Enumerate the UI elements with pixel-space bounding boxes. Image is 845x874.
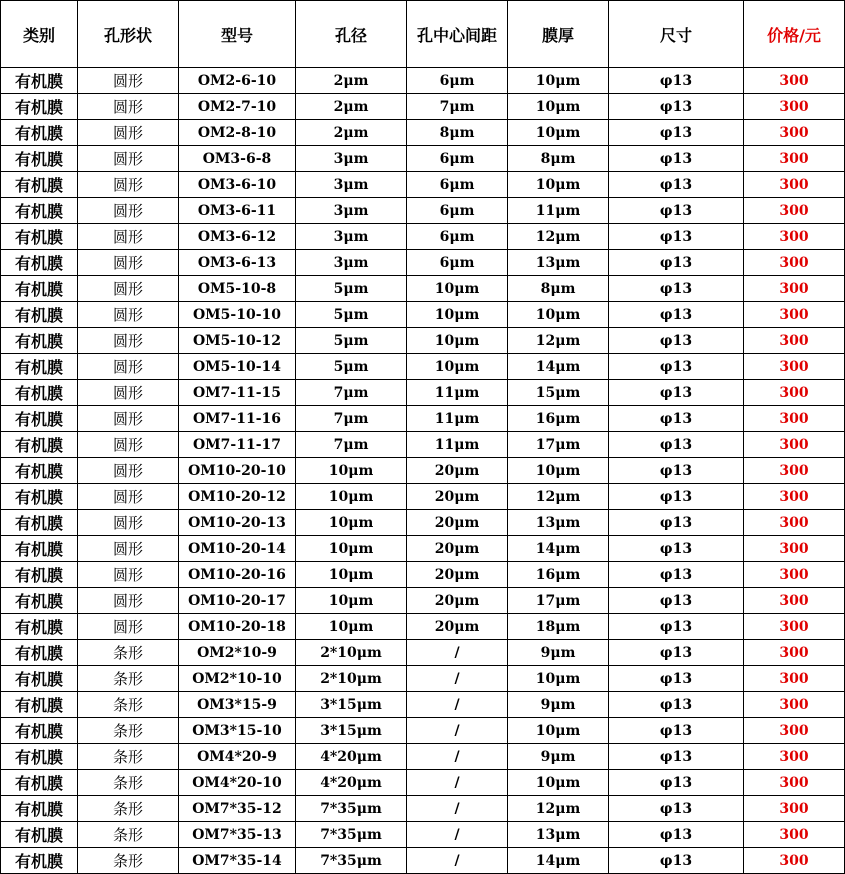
hole-shape-cell: 圆形 [78, 120, 179, 146]
hole-pitch-cell: / [407, 796, 508, 822]
model-cell: OM5-10-10 [179, 302, 296, 328]
hole-shape-cell: 圆形 [78, 328, 179, 354]
category-cell: 有机膜 [1, 276, 78, 302]
hole-shape-cell: 条形 [78, 744, 179, 770]
table-header [1, 1, 845, 68]
dimension-cell: φ13 [609, 406, 744, 432]
price-cell: 300 [744, 328, 845, 354]
table-row [1, 198, 845, 224]
model-cell: OM3-6-11 [179, 198, 296, 224]
pore-size-cell: 7*35μm [296, 822, 407, 848]
category-cell: 有机膜 [1, 146, 78, 172]
model-cell: OM7-11-17 [179, 432, 296, 458]
dimension-cell: φ13 [609, 328, 744, 354]
film-thickness-cell: 16μm [508, 406, 609, 432]
film-thickness-cell: 10μm [508, 302, 609, 328]
dimension-cell: φ13 [609, 536, 744, 562]
model-cell: OM3-6-13 [179, 250, 296, 276]
price-cell: 300 [744, 822, 845, 848]
dimension-cell: φ13 [609, 614, 744, 640]
dimension-cell: φ13 [609, 94, 744, 120]
model-cell: OM4*20-10 [179, 770, 296, 796]
table-row [1, 536, 845, 562]
pore-size-cell: 10μm [296, 510, 407, 536]
category-cell: 有机膜 [1, 666, 78, 692]
pore-size-cell: 2μm [296, 120, 407, 146]
table-row [1, 770, 845, 796]
model-cell: OM2*10-10 [179, 666, 296, 692]
price-cell: 300 [744, 692, 845, 718]
pore-size-cell: 10μm [296, 588, 407, 614]
hole-shape-cell: 圆形 [78, 484, 179, 510]
header-hole-shape: 孔形状 [78, 1, 179, 68]
model-cell: OM10-20-18 [179, 614, 296, 640]
category-cell: 有机膜 [1, 380, 78, 406]
film-thickness-cell: 18μm [508, 614, 609, 640]
film-thickness-cell: 16μm [508, 562, 609, 588]
hole-shape-cell: 圆形 [78, 94, 179, 120]
model-cell: OM2-8-10 [179, 120, 296, 146]
film-thickness-cell: 10μm [508, 120, 609, 146]
film-thickness-cell: 10μm [508, 458, 609, 484]
price-cell: 300 [744, 354, 845, 380]
dimension-cell: φ13 [609, 718, 744, 744]
model-cell: OM7-11-16 [179, 406, 296, 432]
dimension-cell: φ13 [609, 484, 744, 510]
table-row [1, 224, 845, 250]
category-cell: 有机膜 [1, 770, 78, 796]
film-thickness-cell: 13μm [508, 510, 609, 536]
hole-pitch-cell: 8μm [407, 120, 508, 146]
category-cell: 有机膜 [1, 692, 78, 718]
table-row [1, 718, 845, 744]
price-cell: 300 [744, 510, 845, 536]
pore-size-cell: 10μm [296, 536, 407, 562]
hole-pitch-cell: 6μm [407, 172, 508, 198]
price-cell: 300 [744, 614, 845, 640]
category-cell: 有机膜 [1, 432, 78, 458]
price-cell: 300 [744, 640, 845, 666]
hole-pitch-cell: / [407, 744, 508, 770]
pore-size-cell: 3μm [296, 224, 407, 250]
pore-size-cell: 2μm [296, 68, 407, 94]
pore-size-cell: 3*15μm [296, 718, 407, 744]
hole-pitch-cell: 20μm [407, 510, 508, 536]
film-thickness-cell: 12μm [508, 328, 609, 354]
dimension-cell: φ13 [609, 276, 744, 302]
table-row [1, 510, 845, 536]
dimension-cell: φ13 [609, 458, 744, 484]
table-row [1, 484, 845, 510]
table-row [1, 120, 845, 146]
model-cell: OM2-6-10 [179, 68, 296, 94]
hole-shape-cell: 圆形 [78, 614, 179, 640]
film-thickness-cell: 14μm [508, 536, 609, 562]
dimension-cell: φ13 [609, 666, 744, 692]
film-thickness-cell: 13μm [508, 822, 609, 848]
model-cell: OM5-10-14 [179, 354, 296, 380]
model-cell: OM10-20-10 [179, 458, 296, 484]
model-cell: OM7*35-13 [179, 822, 296, 848]
dimension-cell: φ13 [609, 770, 744, 796]
pore-size-cell: 5μm [296, 354, 407, 380]
price-cell: 300 [744, 146, 845, 172]
hole-shape-cell: 条形 [78, 692, 179, 718]
header-row [1, 1, 845, 68]
model-cell: OM7*35-14 [179, 848, 296, 874]
dimension-cell: φ13 [609, 146, 744, 172]
model-cell: OM3*15-9 [179, 692, 296, 718]
hole-shape-cell: 圆形 [78, 198, 179, 224]
price-cell: 300 [744, 302, 845, 328]
dimension-cell: φ13 [609, 120, 744, 146]
table-row [1, 68, 845, 94]
hole-pitch-cell: 20μm [407, 536, 508, 562]
film-thickness-cell: 17μm [508, 588, 609, 614]
price-cell: 300 [744, 796, 845, 822]
model-cell: OM7-11-15 [179, 380, 296, 406]
hole-shape-cell: 条形 [78, 770, 179, 796]
film-thickness-cell: 12μm [508, 484, 609, 510]
hole-pitch-cell: 20μm [407, 484, 508, 510]
film-thickness-cell: 10μm [508, 172, 609, 198]
film-thickness-cell: 11μm [508, 198, 609, 224]
category-cell: 有机膜 [1, 484, 78, 510]
category-cell: 有机膜 [1, 614, 78, 640]
hole-pitch-cell: / [407, 640, 508, 666]
hole-pitch-cell: 20μm [407, 458, 508, 484]
hole-pitch-cell: 10μm [407, 328, 508, 354]
hole-shape-cell: 圆形 [78, 172, 179, 198]
price-cell: 300 [744, 198, 845, 224]
hole-shape-cell: 圆形 [78, 536, 179, 562]
price-cell: 300 [744, 276, 845, 302]
category-cell: 有机膜 [1, 822, 78, 848]
table-row [1, 614, 845, 640]
price-cell: 300 [744, 172, 845, 198]
hole-pitch-cell: 20μm [407, 562, 508, 588]
film-thickness-cell: 12μm [508, 796, 609, 822]
hole-shape-cell: 条形 [78, 666, 179, 692]
pore-size-cell: 2μm [296, 94, 407, 120]
film-thickness-cell: 15μm [508, 380, 609, 406]
category-cell: 有机膜 [1, 328, 78, 354]
pore-size-cell: 10μm [296, 458, 407, 484]
hole-pitch-cell: / [407, 692, 508, 718]
category-cell: 有机膜 [1, 536, 78, 562]
price-cell: 300 [744, 224, 845, 250]
dimension-cell: φ13 [609, 640, 744, 666]
category-cell: 有机膜 [1, 354, 78, 380]
hole-pitch-cell: / [407, 718, 508, 744]
price-cell: 300 [744, 562, 845, 588]
film-thickness-cell: 17μm [508, 432, 609, 458]
hole-pitch-cell: 10μm [407, 302, 508, 328]
hole-shape-cell: 圆形 [78, 354, 179, 380]
hole-pitch-cell: 6μm [407, 68, 508, 94]
dimension-cell: φ13 [609, 224, 744, 250]
price-cell: 300 [744, 406, 845, 432]
dimension-cell: φ13 [609, 302, 744, 328]
category-cell: 有机膜 [1, 718, 78, 744]
hole-shape-cell: 圆形 [78, 458, 179, 484]
table-row [1, 172, 845, 198]
table-row [1, 640, 845, 666]
dimension-cell: φ13 [609, 68, 744, 94]
price-cell: 300 [744, 666, 845, 692]
dimension-cell: φ13 [609, 250, 744, 276]
pore-size-cell: 10μm [296, 484, 407, 510]
film-thickness-cell: 13μm [508, 250, 609, 276]
table-row [1, 276, 845, 302]
table-row [1, 692, 845, 718]
hole-shape-cell: 条形 [78, 848, 179, 874]
price-cell: 300 [744, 380, 845, 406]
table-row [1, 146, 845, 172]
model-cell: OM10-20-14 [179, 536, 296, 562]
table-row [1, 380, 845, 406]
table-row [1, 822, 845, 848]
model-cell: OM10-20-12 [179, 484, 296, 510]
price-cell: 300 [744, 94, 845, 120]
hole-shape-cell: 条形 [78, 796, 179, 822]
model-cell: OM5-10-12 [179, 328, 296, 354]
category-cell: 有机膜 [1, 172, 78, 198]
hole-shape-cell: 条形 [78, 640, 179, 666]
hole-shape-cell: 圆形 [78, 224, 179, 250]
price-cell: 300 [744, 484, 845, 510]
header-category: 类别 [1, 1, 78, 68]
category-cell: 有机膜 [1, 640, 78, 666]
header-pore-size: 孔径 [296, 1, 407, 68]
pore-size-cell: 7μm [296, 432, 407, 458]
table-row [1, 250, 845, 276]
table-row [1, 562, 845, 588]
hole-shape-cell: 圆形 [78, 250, 179, 276]
table-row [1, 94, 845, 120]
dimension-cell: φ13 [609, 744, 744, 770]
hole-shape-cell: 圆形 [78, 510, 179, 536]
hole-pitch-cell: 10μm [407, 276, 508, 302]
pore-size-cell: 2*10μm [296, 640, 407, 666]
header-hole-pitch: 孔中心间距 [407, 1, 508, 68]
model-cell: OM2-7-10 [179, 94, 296, 120]
hole-shape-cell: 圆形 [78, 380, 179, 406]
category-cell: 有机膜 [1, 510, 78, 536]
category-cell: 有机膜 [1, 198, 78, 224]
pore-size-cell: 2*10μm [296, 666, 407, 692]
model-cell: OM10-20-17 [179, 588, 296, 614]
dimension-cell: φ13 [609, 198, 744, 224]
hole-pitch-cell: 6μm [407, 146, 508, 172]
price-cell: 300 [744, 536, 845, 562]
pore-size-cell: 5μm [296, 276, 407, 302]
hole-pitch-cell: 6μm [407, 224, 508, 250]
pore-size-cell: 3μm [296, 198, 407, 224]
pore-size-cell: 3μm [296, 172, 407, 198]
pore-size-cell: 3μm [296, 250, 407, 276]
category-cell: 有机膜 [1, 120, 78, 146]
film-thickness-cell: 9μm [508, 640, 609, 666]
hole-shape-cell: 圆形 [78, 588, 179, 614]
category-cell: 有机膜 [1, 68, 78, 94]
film-thickness-cell: 9μm [508, 692, 609, 718]
pore-size-cell: 7μm [296, 380, 407, 406]
hole-pitch-cell: 6μm [407, 250, 508, 276]
model-cell: OM5-10-8 [179, 276, 296, 302]
hole-pitch-cell: 11μm [407, 406, 508, 432]
category-cell: 有机膜 [1, 458, 78, 484]
dimension-cell: φ13 [609, 848, 744, 874]
film-thickness-cell: 14μm [508, 848, 609, 874]
film-thickness-cell: 10μm [508, 68, 609, 94]
table-row [1, 796, 845, 822]
hole-shape-cell: 圆形 [78, 302, 179, 328]
hole-shape-cell: 条形 [78, 822, 179, 848]
hole-shape-cell: 圆形 [78, 146, 179, 172]
dimension-cell: φ13 [609, 822, 744, 848]
film-thickness-cell: 8μm [508, 276, 609, 302]
hole-pitch-cell: 10μm [407, 354, 508, 380]
dimension-cell: φ13 [609, 510, 744, 536]
film-thickness-cell: 9μm [508, 744, 609, 770]
price-cell: 300 [744, 250, 845, 276]
dimension-cell: φ13 [609, 172, 744, 198]
header-price: 价格/元 [744, 1, 845, 68]
dimension-cell: φ13 [609, 796, 744, 822]
table-row [1, 302, 845, 328]
category-cell: 有机膜 [1, 302, 78, 328]
hole-shape-cell: 圆形 [78, 276, 179, 302]
model-cell: OM3-6-12 [179, 224, 296, 250]
table-row [1, 406, 845, 432]
pore-size-cell: 10μm [296, 562, 407, 588]
pore-size-cell: 3*15μm [296, 692, 407, 718]
hole-pitch-cell: / [407, 770, 508, 796]
film-thickness-cell: 10μm [508, 770, 609, 796]
price-cell: 300 [744, 848, 845, 874]
table-row [1, 744, 845, 770]
dimension-cell: φ13 [609, 692, 744, 718]
hole-pitch-cell: 11μm [407, 380, 508, 406]
category-cell: 有机膜 [1, 848, 78, 874]
hole-pitch-cell: / [407, 848, 508, 874]
pore-size-cell: 5μm [296, 328, 407, 354]
film-thickness-cell: 14μm [508, 354, 609, 380]
price-cell: 300 [744, 68, 845, 94]
table-row [1, 666, 845, 692]
hole-pitch-cell: / [407, 822, 508, 848]
pore-size-cell: 7*35μm [296, 796, 407, 822]
table-row [1, 432, 845, 458]
header-dimension: 尺寸 [609, 1, 744, 68]
price-cell: 300 [744, 588, 845, 614]
category-cell: 有机膜 [1, 562, 78, 588]
pore-size-cell: 10μm [296, 614, 407, 640]
price-cell: 300 [744, 718, 845, 744]
hole-shape-cell: 圆形 [78, 562, 179, 588]
table-row [1, 354, 845, 380]
table-row [1, 458, 845, 484]
pore-size-cell: 7*35μm [296, 848, 407, 874]
pore-size-cell: 7μm [296, 406, 407, 432]
pore-size-cell: 4*20μm [296, 770, 407, 796]
category-cell: 有机膜 [1, 588, 78, 614]
film-thickness-cell: 10μm [508, 94, 609, 120]
dimension-cell: φ13 [609, 354, 744, 380]
price-cell: 300 [744, 458, 845, 484]
dimension-cell: φ13 [609, 562, 744, 588]
hole-pitch-cell: 11μm [407, 432, 508, 458]
film-thickness-cell: 10μm [508, 666, 609, 692]
header-model: 型号 [179, 1, 296, 68]
model-cell: OM10-20-13 [179, 510, 296, 536]
dimension-cell: φ13 [609, 588, 744, 614]
dimension-cell: φ13 [609, 380, 744, 406]
model-cell: OM3-6-10 [179, 172, 296, 198]
pore-size-cell: 3μm [296, 146, 407, 172]
model-cell: OM3-6-8 [179, 146, 296, 172]
hole-shape-cell: 圆形 [78, 432, 179, 458]
hole-shape-cell: 圆形 [78, 406, 179, 432]
model-cell: OM2*10-9 [179, 640, 296, 666]
price-cell: 300 [744, 744, 845, 770]
model-cell: OM7*35-12 [179, 796, 296, 822]
hole-pitch-cell: 20μm [407, 588, 508, 614]
category-cell: 有机膜 [1, 406, 78, 432]
hole-pitch-cell: 20μm [407, 614, 508, 640]
pore-size-cell: 4*20μm [296, 744, 407, 770]
model-cell: OM4*20-9 [179, 744, 296, 770]
hole-shape-cell: 条形 [78, 718, 179, 744]
hole-pitch-cell: 6μm [407, 198, 508, 224]
table-row [1, 588, 845, 614]
header-film-thickness: 膜厚 [508, 1, 609, 68]
model-cell: OM10-20-16 [179, 562, 296, 588]
film-thickness-cell: 10μm [508, 718, 609, 744]
price-cell: 300 [744, 120, 845, 146]
hole-shape-cell: 圆形 [78, 68, 179, 94]
film-thickness-cell: 8μm [508, 146, 609, 172]
table-row [1, 328, 845, 354]
pore-size-cell: 5μm [296, 302, 407, 328]
hole-pitch-cell: / [407, 666, 508, 692]
category-cell: 有机膜 [1, 224, 78, 250]
category-cell: 有机膜 [1, 744, 78, 770]
category-cell: 有机膜 [1, 94, 78, 120]
table-row [1, 848, 845, 874]
film-thickness-cell: 12μm [508, 224, 609, 250]
price-cell: 300 [744, 432, 845, 458]
model-cell: OM3*15-10 [179, 718, 296, 744]
category-cell: 有机膜 [1, 796, 78, 822]
category-cell: 有机膜 [1, 250, 78, 276]
price-cell: 300 [744, 770, 845, 796]
table-body [1, 68, 845, 874]
dimension-cell: φ13 [609, 432, 744, 458]
hole-pitch-cell: 7μm [407, 94, 508, 120]
